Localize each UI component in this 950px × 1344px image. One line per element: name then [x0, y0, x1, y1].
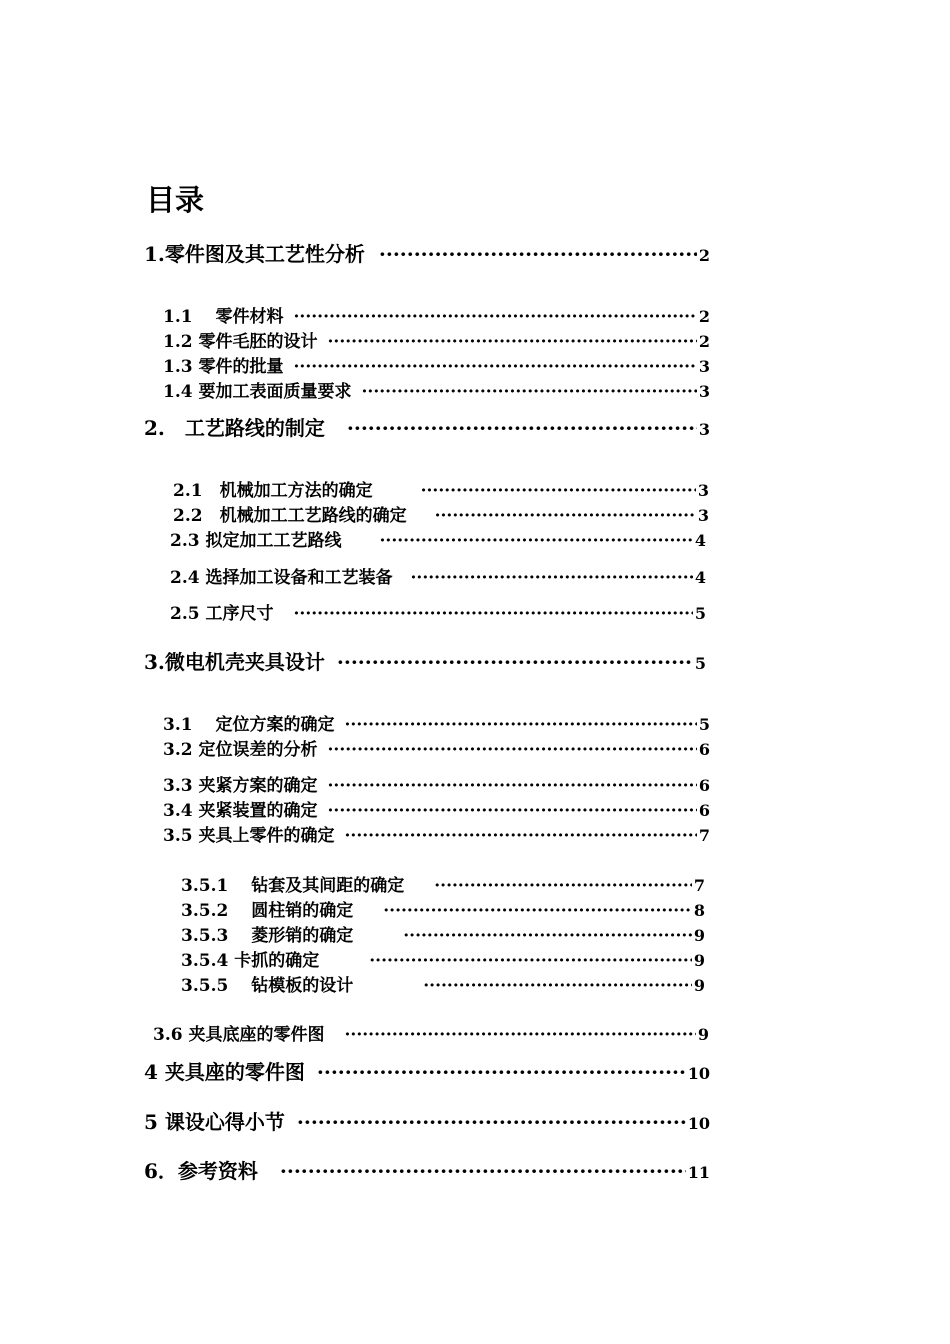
toc-entry-page: 6 — [698, 801, 710, 820]
leader-dots — [294, 357, 697, 377]
toc-entry[interactable] — [163, 352, 710, 377]
toc-entry-page: 10 — [687, 1064, 710, 1083]
toc-entry-page: 3 — [697, 481, 709, 500]
toc-entry[interactable] — [170, 563, 706, 588]
toc-entry[interactable] — [170, 526, 706, 551]
toc-entry-label: 3.2 定位误差的分析 — [163, 740, 318, 760]
toc-entry-page: 9 — [693, 951, 705, 970]
toc-entry-page: 4 — [694, 531, 706, 550]
leader-dots — [328, 740, 697, 760]
toc-entry-label: 2.3 拟定加工工艺路线 — [170, 531, 342, 551]
toc-entry-page: 2 — [698, 332, 710, 351]
leader-dots — [434, 876, 692, 896]
toc-entry-label: 3.5 夹具上零件的确定 — [163, 826, 335, 846]
leader-dots — [369, 951, 692, 971]
toc-entry-label: 3.3 夹紧方案的确定 — [163, 776, 318, 796]
toc-entry-page: 3 — [698, 420, 710, 439]
toc-entry-page: 2 — [698, 246, 710, 265]
leader-dots — [294, 307, 697, 327]
leader-dots — [337, 650, 693, 674]
toc-entry-page: 6 — [698, 740, 710, 759]
toc-entry[interactable] — [163, 302, 710, 327]
toc-entry-page: 11 — [687, 1163, 710, 1182]
toc-entry-label: 2.2 机械加工工艺路线的确定 — [173, 506, 407, 526]
toc-entry-page: 5 — [698, 715, 710, 734]
toc-entry-label: 2.5 工序尺寸 — [170, 604, 274, 624]
toc-entry-label: 3.5.1 钻套及其间距的确定 — [181, 876, 405, 896]
toc-entry[interactable] — [144, 1155, 710, 1184]
leader-dots — [345, 715, 697, 735]
leader-dots — [294, 604, 693, 624]
toc-entry-page: 5 — [694, 604, 706, 623]
toc-entry-label: 4 夹具座的零件图 — [144, 1060, 305, 1084]
leader-dots — [328, 801, 697, 821]
toc-entry-label: 6．参考资料 — [144, 1159, 258, 1183]
toc-entry-label: 3.6 夹具底座的零件图 — [153, 1025, 325, 1045]
toc-entry[interactable] — [144, 412, 710, 441]
leader-dots — [345, 1025, 696, 1045]
toc-entry-page: 3 — [698, 382, 710, 401]
toc-entry[interactable] — [163, 771, 710, 796]
toc-entry-page: 9 — [693, 926, 705, 945]
leader-dots — [411, 568, 693, 588]
toc-entry-label: 2.1 机械加工方法的确定 — [173, 481, 373, 501]
toc-entry-page: 2 — [698, 307, 710, 326]
leader-dots — [423, 976, 692, 996]
toc-entry-label: 1.零件图及其工艺性分析 — [144, 242, 365, 266]
toc-entry-page: 5 — [694, 654, 706, 673]
toc-entry-page: 3 — [697, 506, 709, 525]
leader-dots — [297, 1110, 686, 1134]
leader-dots — [380, 531, 693, 551]
toc-entry[interactable] — [153, 1020, 709, 1045]
toc-entry[interactable] — [181, 971, 705, 996]
toc-entry[interactable] — [163, 735, 710, 760]
toc-entry-label: 3.5.3 菱形销的确定 — [181, 926, 354, 946]
toc-entry-label: 1.3 零件的批量 — [163, 357, 284, 377]
toc-entry[interactable] — [173, 501, 709, 526]
toc-entry[interactable] — [144, 1106, 710, 1135]
leader-dots — [383, 901, 692, 921]
toc-entry-label: 5 课设心得小节 — [144, 1110, 285, 1134]
toc-entry-label: 3.5.4 卡抓的确定 — [181, 951, 320, 971]
toc-entry-label: 3.5.2 圆柱销的确定 — [181, 901, 354, 921]
toc-entry-page: 7 — [693, 876, 705, 895]
toc-entry-label: 1.2 零件毛胚的设计 — [163, 332, 318, 352]
leader-dots — [421, 481, 696, 501]
toc-entry[interactable] — [163, 710, 710, 735]
leader-dots — [379, 242, 697, 266]
toc-entry-page: 3 — [698, 357, 710, 376]
leader-dots — [328, 332, 697, 352]
toc-entry[interactable] — [181, 871, 705, 896]
toc-entry[interactable] — [144, 646, 706, 675]
toc-entry-label: 1.4 要加工表面质量要求 — [163, 382, 352, 402]
toc-entry-label: 3.1 定位方案的确定 — [163, 715, 335, 735]
toc-entry[interactable] — [163, 796, 710, 821]
toc-entry-label: 3.4 夹紧装置的确定 — [163, 801, 318, 821]
toc-entry[interactable] — [170, 599, 706, 624]
toc-entry-page: 7 — [698, 826, 710, 845]
toc-entry[interactable] — [173, 476, 709, 501]
toc-entry-page: 9 — [697, 1025, 709, 1044]
leader-dots — [347, 416, 697, 440]
toc-entry-page: 10 — [687, 1114, 710, 1133]
toc-entry-page: 6 — [698, 776, 710, 795]
toc-entry[interactable] — [163, 821, 710, 846]
toc-entry[interactable] — [181, 921, 705, 946]
toc-entry[interactable] — [144, 238, 710, 267]
toc-entry-page: 9 — [693, 976, 705, 995]
leader-dots — [280, 1159, 686, 1183]
toc-entry[interactable] — [181, 946, 705, 971]
toc-entry-label: 2.4 选择加工设备和工艺装备 — [170, 568, 393, 588]
toc-entry-page: 4 — [694, 568, 706, 587]
leader-dots — [362, 382, 697, 402]
leader-dots — [403, 926, 692, 946]
toc-entry-label: 2. 工艺路线的制定 — [144, 416, 325, 440]
leader-dots — [345, 826, 697, 846]
toc-entry-label: 3.5.5 钻模板的设计 — [181, 976, 354, 996]
leader-dots — [317, 1060, 686, 1084]
toc-entry-page: 8 — [693, 901, 705, 920]
toc-entry-label: 3.微电机壳夹具设计 — [144, 650, 325, 674]
toc-entry[interactable] — [163, 377, 710, 402]
leader-dots — [328, 776, 697, 796]
leader-dots — [435, 506, 696, 526]
toc-entry[interactable] — [144, 1056, 710, 1085]
toc-entry[interactable] — [181, 896, 705, 921]
toc-entry[interactable] — [163, 327, 710, 352]
toc-entry-label: 1.1 零件材料 — [163, 307, 284, 327]
toc-title: 目录 — [146, 183, 205, 217]
